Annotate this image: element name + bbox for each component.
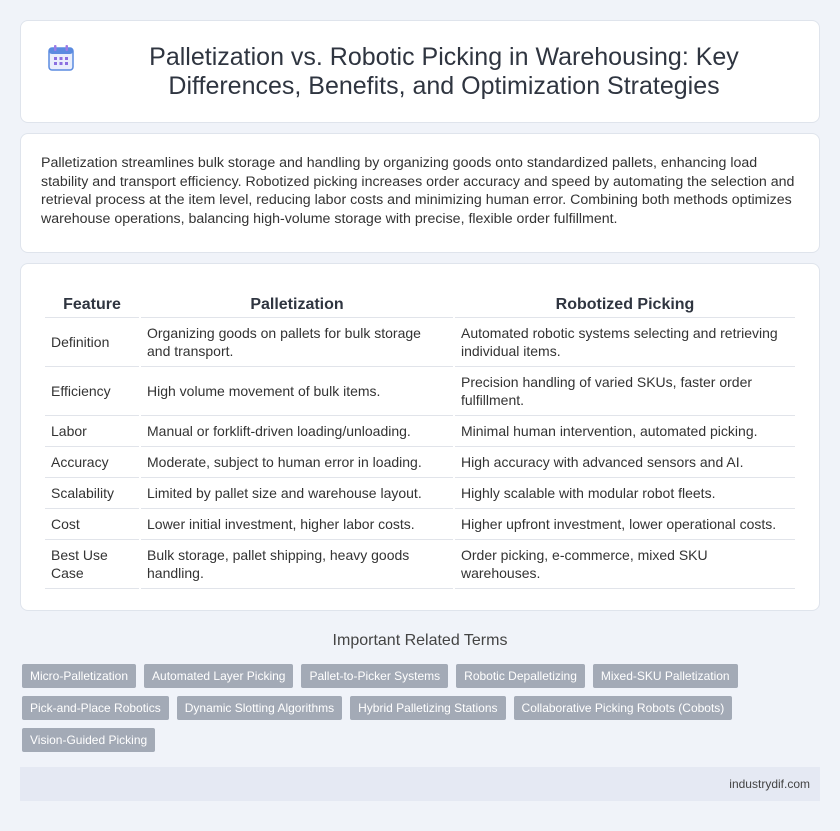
feature-cell: Labor	[45, 416, 139, 447]
table-row	[45, 478, 795, 509]
comparison-table	[43, 286, 797, 589]
table-row	[45, 416, 795, 447]
robotized-cell: Precision handling of varied SKUs, faster order fulfillment.	[455, 367, 795, 416]
intro-card	[20, 133, 820, 253]
feature-cell: Cost	[45, 509, 139, 540]
palletization-cell: Limited by pallet size and warehouse layout.	[141, 478, 453, 509]
related-term-tag[interactable]: Robotic Depalletizing	[456, 664, 585, 688]
robotized-cell: Highly scalable with modular robot fleets.	[455, 478, 795, 509]
header-feature: Feature	[45, 286, 139, 318]
footer-site-link[interactable]: industrydif.com	[729, 777, 810, 791]
feature-cell: Scalability	[45, 478, 139, 509]
comparison-table-card	[20, 263, 820, 611]
related-term-tag[interactable]: Mixed-SKU Palletization	[593, 664, 738, 688]
palletization-cell: Lower initial investment, higher labor costs.	[141, 509, 453, 540]
calendar-icon	[46, 43, 76, 73]
robotized-cell: High accuracy with advanced sensors and AI.	[455, 447, 795, 478]
related-term-tag[interactable]: Pallet-to-Picker Systems	[301, 664, 448, 688]
footer	[20, 767, 820, 801]
header-palletization: Palletization	[141, 286, 453, 318]
related-term-tag[interactable]: Pick-and-Place Robotics	[22, 696, 169, 720]
palletization-cell: Manual or forklift-driven loading/unloading.	[141, 416, 453, 447]
related-term-tag[interactable]: Collaborative Picking Robots (Cobots)	[514, 696, 733, 720]
robotized-cell: Higher upfront investment, lower operational costs.	[455, 509, 795, 540]
related-terms-title: Important Related Terms	[332, 632, 508, 649]
table-row	[45, 540, 795, 589]
table-row	[45, 318, 795, 367]
palletization-cell: High volume movement of bulk items.	[141, 367, 453, 416]
header-robotized-picking: Robotized Picking	[455, 286, 795, 318]
table-row	[45, 447, 795, 478]
related-term-tag[interactable]: Hybrid Palletizing Stations	[350, 696, 505, 720]
table-header-row	[45, 286, 795, 318]
robotized-cell: Minimal human intervention, automated picking.	[455, 416, 795, 447]
robotized-cell: Order picking, e-commerce, mixed SKU warehouses.	[455, 540, 795, 589]
intro-paragraph: Palletization streamlines bulk storage and handling by organizing goods onto standardized pallets, enhancing load stability and transport efficiency. Robotized picking increases order accuracy and speed by automating the selection and retrieval process at the item level, reducing labor costs and minimizing human error. Combining both methods optimizes warehouse operations, balancing high-volume storage with precise, flexible order fulfillment.	[41, 155, 795, 227]
feature-cell: Accuracy	[45, 447, 139, 478]
feature-cell: Efficiency	[45, 367, 139, 416]
related-terms-tags	[22, 664, 822, 752]
feature-cell: Best Use Case	[45, 540, 139, 589]
palletization-cell: Bulk storage, pallet shipping, heavy goods handling.	[141, 540, 453, 589]
table-row	[45, 509, 795, 540]
related-term-tag[interactable]: Micro-Palletization	[22, 664, 136, 688]
header-card	[20, 20, 820, 123]
palletization-cell: Moderate, subject to human error in loading.	[141, 447, 453, 478]
page-title: Palletization vs. Robotic Picking in Warehousing: Key Differences, Benefits, and Optimization Strategies	[149, 42, 739, 100]
related-term-tag[interactable]: Automated Layer Picking	[144, 664, 293, 688]
robotized-cell: Automated robotic systems selecting and retrieving individual items.	[455, 318, 795, 367]
table-row	[45, 367, 795, 416]
feature-cell: Definition	[45, 318, 139, 367]
related-term-tag[interactable]: Dynamic Slotting Algorithms	[177, 696, 342, 720]
related-term-tag[interactable]: Vision-Guided Picking	[22, 728, 155, 752]
palletization-cell: Organizing goods on pallets for bulk storage and transport.	[141, 318, 453, 367]
